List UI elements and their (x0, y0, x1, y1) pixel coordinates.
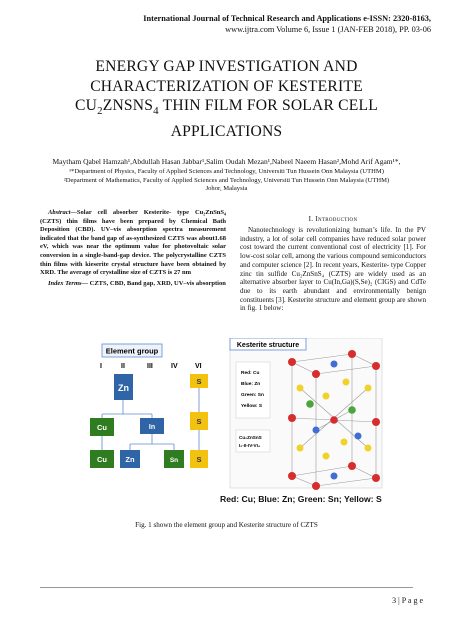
index-terms (40, 280, 226, 289)
affiliation-2: ²Department of Mathematics, Faculty of Applied Sciences and Technology, Universiti Tun Hussein Onn Malaysia (UTHM) (63, 176, 390, 184)
journal-line-2: www.ijtra.com Volume 6, Issue 1 (JAN-FEB 2018), PP. 03-06 (225, 24, 431, 34)
journal-header (143, 14, 431, 35)
formula-box (236, 430, 270, 452)
affiliation-location: Johor, Malaysia (205, 185, 248, 193)
formula-line-1: Cu₂ZnSnS (239, 435, 262, 440)
key-cu: Red: Cu (241, 371, 260, 376)
footer-divider (40, 587, 413, 588)
kesterite-title: Kesterite structure (236, 342, 300, 349)
abstract (40, 209, 226, 278)
cu-label-bottom: Cu (97, 455, 107, 464)
zn-label-top: Zn (118, 383, 129, 393)
group-label-2: II (121, 363, 125, 370)
title-line-3: $CU_2ZNSNS_4$ THIN FILM FOR SOLAR CELL (75, 97, 378, 118)
section-heading-introduction: I. Introduction (308, 215, 358, 223)
abstract-label: Abstract— (48, 209, 77, 216)
index-terms-label: Index Terms— (48, 280, 89, 287)
key-s: Yellow: S (241, 404, 263, 409)
group-label-1: I (100, 363, 102, 370)
group-label-3: III (147, 363, 153, 370)
journal-line-1: International Journal of Technical Research and Applications e-ISSN: 2320-8163, (143, 14, 431, 23)
figure-1 (86, 338, 386, 500)
group-label-4: IV (171, 363, 178, 370)
key-sn: Green: Sn (241, 393, 264, 398)
index-terms-text: CZTS, CBD, Band gap, XRD, UV–vis absorption (88, 280, 226, 287)
zn-label-bottom: Zn (125, 455, 135, 464)
s-label-top: S (196, 377, 202, 386)
abstract-text: Solar cell absorber Kesterite- type Cu₂ZnSnS₄ (CZTS) thin films have been prepared by Chemical Bath Deposition (CBD). UV–vis absorption spectra measurement indicated that the band gap of as-synthesized CZTS was about1.68 eV, which was near the optimum value for photovoltaic solar conversion in a single-band-gap device. The polycrystalline CZTS thin films with kieserite crystal structure have been obtained by XRD. The average of crystalline size of CZTS is 27 nm (40, 209, 226, 277)
figure-legend: Red: Cu; Blue: Zn; Green: Sn; Yellow: S (220, 494, 382, 504)
page-number: 3 | P a g e (392, 596, 423, 605)
title-line-2: CHARACTERIZATION OF KESTERITE (90, 77, 363, 95)
paper-title (40, 57, 413, 141)
in-label-mid: In (148, 424, 156, 431)
title-line-4: APPLICATIONS (170, 122, 283, 140)
figure-caption: Fig. 1 shown the element group and Kesterite structure of CZTS (135, 521, 318, 529)
s-label-bottom: S (196, 455, 202, 464)
introduction-text: Nanotechnology is revolutionizing human’s life. In the PV industry, a lot of solar cell companies have reduced solar power cost toward the current conventional cost of electricity [1]. For low-cost solar cell, among the various compound semiconductors and computer science [2]. In recent years, Kesterite- type Copper zinc tin sulfide Cu₂ZnSnS₄ (CZTS) are widely used as an alternative absorber layer to Cu(In,Ga)(S,Se)₂ (CIGS) and CdTe due to its earth abundant and environmentally benign constituents [3]. Kesterite structure and element group are shown in fig. 1 below: (240, 226, 426, 313)
sn-label-bottom: Sn (169, 457, 179, 464)
element-group-title: Element group (105, 346, 159, 356)
affiliation-1: ¹*Department of Physics, Faculty of Applied Sciences and Technology, Universiti Tun Hussein Onn Malaysia (UTHM) (69, 168, 384, 175)
authors: Maytham Qabel Hamzah¹,Abdullah Hasan Jabbar¹,Salim Oudah Mezan¹,Nabeel Naeem Hasan²,Mohd Arif Agam¹*, (52, 157, 401, 166)
formula-line-2: I₂-II-IV-VI₄ (239, 443, 261, 448)
title-line-1: ENERGY GAP INVESTIGATION AND (95, 58, 358, 75)
affiliations (14, 168, 439, 194)
group-label-6: VI (195, 363, 202, 370)
key-zn: Blue: Zn (241, 382, 261, 387)
s-label-mid: S (196, 417, 202, 426)
cu-label-mid: Cu (97, 423, 107, 432)
